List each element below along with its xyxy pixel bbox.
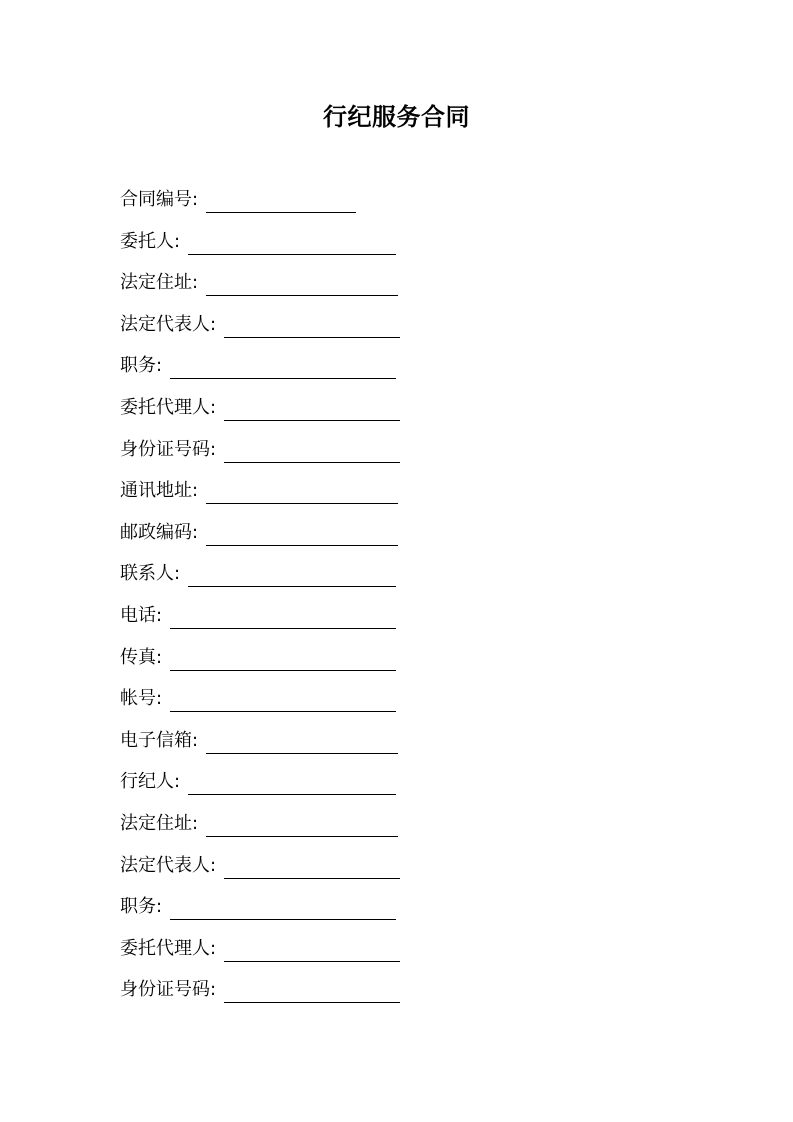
field-blank-line[interactable]	[206, 503, 398, 504]
field-label: 法定住址:	[120, 272, 199, 294]
field-id-number-2	[120, 976, 680, 1018]
field-label: 电子信箱:	[120, 729, 199, 751]
field-blank-line[interactable]	[206, 212, 356, 213]
field-authorized-agent	[120, 394, 680, 436]
field-position	[120, 352, 680, 394]
field-blank-line[interactable]	[188, 586, 396, 587]
field-label: 帐号:	[120, 688, 163, 710]
field-position-2	[120, 893, 680, 935]
field-label: 电话:	[120, 604, 163, 626]
field-label: 身份证号码:	[120, 979, 217, 1001]
field-legal-representative	[120, 311, 680, 353]
field-blank-line[interactable]	[206, 295, 398, 296]
field-blank-line[interactable]	[170, 711, 396, 712]
field-label: 通讯地址:	[120, 480, 199, 502]
field-blank-line[interactable]	[224, 878, 400, 879]
field-blank-line[interactable]	[170, 919, 396, 920]
field-blank-line[interactable]	[224, 420, 400, 421]
field-blank-line[interactable]	[206, 836, 398, 837]
field-label: 法定代表人:	[120, 313, 217, 335]
field-phone	[120, 602, 680, 644]
field-label: 联系人:	[120, 563, 181, 585]
field-mailing-address	[120, 477, 680, 519]
field-label: 传真:	[120, 646, 163, 668]
field-contact-person	[120, 560, 680, 602]
field-blank-line[interactable]	[224, 961, 400, 962]
field-blank-line[interactable]	[188, 794, 396, 795]
field-blank-line[interactable]	[188, 254, 396, 255]
field-label: 法定住址:	[120, 812, 199, 834]
field-label: 合同编号:	[120, 189, 199, 210]
field-authorized-agent-2	[120, 935, 680, 977]
field-postal-code	[120, 519, 680, 561]
field-legal-representative-2	[120, 852, 680, 894]
field-blank-line[interactable]	[224, 462, 400, 463]
field-contract-number	[120, 186, 680, 228]
field-legal-address	[120, 269, 680, 311]
document-title: 行纪服务合同	[323, 103, 470, 131]
field-fax	[120, 644, 680, 686]
field-id-number	[120, 436, 680, 478]
field-label: 委托代理人:	[120, 937, 217, 959]
field-blank-line[interactable]	[224, 337, 400, 338]
field-principal	[120, 228, 680, 270]
field-blank-line[interactable]	[170, 670, 396, 671]
field-blank-line[interactable]	[170, 378, 396, 379]
field-label: 委托代理人:	[120, 396, 217, 418]
field-label: 行纪人:	[120, 771, 181, 793]
field-label: 身份证号码:	[120, 438, 217, 460]
field-blank-line[interactable]	[206, 753, 398, 754]
field-blank-line[interactable]	[206, 545, 398, 546]
field-label: 职务:	[120, 896, 163, 918]
field-legal-address-2	[120, 810, 680, 852]
field-label: 邮政编码:	[120, 521, 199, 543]
field-label: 职务:	[120, 355, 163, 377]
field-blank-line[interactable]	[170, 628, 396, 629]
contract-fields	[120, 186, 680, 1018]
field-broker	[120, 768, 680, 810]
field-label: 法定代表人:	[120, 854, 217, 876]
field-label: 委托人:	[120, 230, 181, 252]
field-blank-line[interactable]	[224, 1002, 400, 1003]
field-account	[120, 685, 680, 727]
field-email	[120, 727, 680, 769]
